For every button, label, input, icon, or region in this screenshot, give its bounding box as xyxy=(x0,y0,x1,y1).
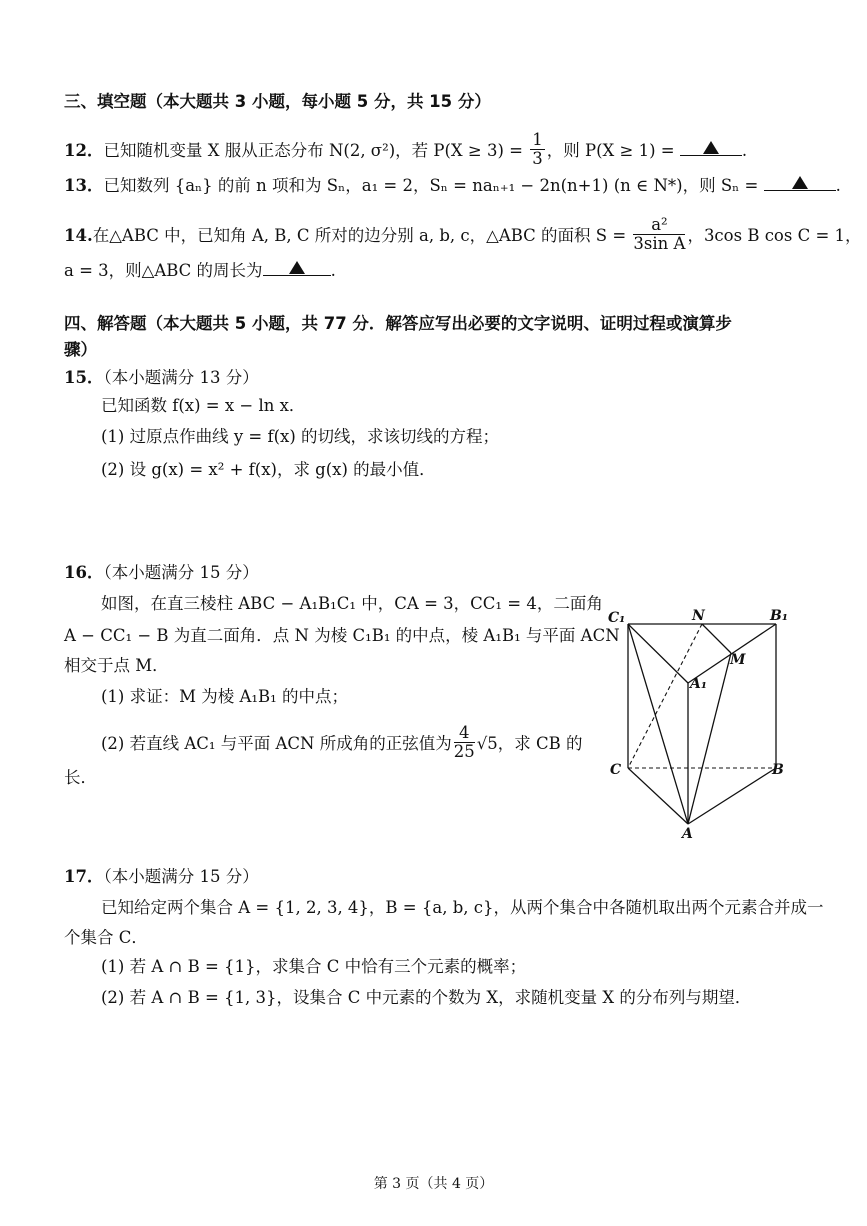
label-a1: A₁ xyxy=(690,676,707,692)
triangle-icon xyxy=(792,176,808,189)
score-note: （本小题满分 13 分） xyxy=(103,368,259,387)
label-b1: B₁ xyxy=(770,608,788,624)
fraction xyxy=(454,724,475,761)
label-b: B xyxy=(772,762,784,778)
fraction-numerator: 4 xyxy=(454,724,475,743)
question-number: 14. xyxy=(64,226,93,245)
question-16-header xyxy=(64,563,259,583)
question-number: 15． xyxy=(64,368,104,387)
score-note: （本小题满分 15 分） xyxy=(103,867,259,886)
edge-ab xyxy=(688,768,776,824)
label-c: C xyxy=(610,762,622,778)
triangle-icon xyxy=(703,141,719,154)
prism-figure xyxy=(606,602,796,842)
question-number: 16． xyxy=(64,563,104,582)
question-number: 12． xyxy=(64,141,104,160)
period: . xyxy=(330,261,336,280)
segment-nm xyxy=(702,624,731,653)
question-16-line3: 相交于点 M． xyxy=(64,656,169,675)
label-m: M xyxy=(730,652,746,668)
fraction xyxy=(530,131,545,168)
question-number: 13． xyxy=(64,176,104,195)
question-17-header xyxy=(64,867,259,887)
question-12 xyxy=(64,130,748,170)
question-17-line2: 个集合 C． xyxy=(64,928,148,947)
question-text: (2) 若直线 AC₁ 与平面 ACN 所成角的正弦值为 xyxy=(101,734,452,753)
question-text: ，3cos B cos C = 1， xyxy=(687,226,862,245)
period: . xyxy=(741,141,748,160)
question-text: 已知数列 {aₙ} 的前 n 项和为 Sₙ，a₁ = 2，Sₙ = naₙ₊₁ − 2n(n+1) (n ∈ N*)，则 Sₙ = xyxy=(103,176,764,195)
question-text: 在△ABC 中，已知角 A, B, C 所对的边分别 a, b, c，△ABC 的面积 S = xyxy=(92,226,632,245)
fraction xyxy=(633,216,685,253)
fraction-denominator: 25 xyxy=(453,742,475,761)
fraction-numerator: a² xyxy=(633,216,685,235)
question-text: a = 3，则△ABC 的周长为 xyxy=(64,261,263,280)
answer-blank xyxy=(764,176,836,191)
question-17-line1: 已知给定两个集合 A = {1, 2, 3, 4}，B = {a, b, c}，从两个集合中各随机取出两个元素合并成一 xyxy=(101,898,824,917)
question-14-line2 xyxy=(64,261,336,281)
question-text: ，则 P(X ≥ 1) = xyxy=(546,141,680,160)
fraction-numerator: 1 xyxy=(532,130,543,149)
section3-heading: 三、填空题（本大题共 3 小题，每小题 5 分，共 15 分） xyxy=(64,92,491,111)
question-15-part2: (2) 设 g(x) = x² + f(x)，求 g(x) 的最小值． xyxy=(101,460,436,479)
question-15-intro: 已知函数 f(x) = x − ln x． xyxy=(101,396,306,415)
question-16-line2: A − CC₁ − B 为直二面角．点 N 为棱 C₁B₁ 的中点，棱 A₁B₁ 与平面 ACN xyxy=(64,626,620,645)
question-16-part1: (1) 求证：M 为棱 A₁B₁ 的中点； xyxy=(101,687,349,706)
answer-blank xyxy=(680,141,742,156)
question-16-part2 xyxy=(101,723,583,763)
fraction-denominator: 3 xyxy=(532,149,543,168)
question-14-line1 xyxy=(64,215,862,255)
label-n: N xyxy=(692,608,705,624)
question-17-part2: (2) 若 A ∩ B = {1, 3}，设集合 C 中元素的个数为 X，求随机变量 X 的分布列与期望． xyxy=(101,988,752,1007)
triangle-icon xyxy=(289,261,305,274)
section4-heading-line1: 四、解答题（本大题共 5 小题，共 77 分．解答应写出必要的文字说明、证明过程或演算步 xyxy=(64,314,732,333)
question-number: 17． xyxy=(64,867,104,886)
section4-heading-line2: 骤） xyxy=(64,340,97,359)
question-16-line1: 如图，在直三棱柱 ABC − A₁B₁C₁ 中，CA = 3，CC₁ = 4，二面角 xyxy=(101,594,603,613)
question-13 xyxy=(64,176,841,196)
label-c1: C₁ xyxy=(608,610,626,626)
question-16-part2-end: 长． xyxy=(64,768,97,787)
score-note: （本小题满分 15 分） xyxy=(103,563,259,582)
fraction-denominator: 3sin A xyxy=(633,234,686,253)
answer-blank xyxy=(263,261,331,276)
question-text: 已知随机变量 X 服从正态分布 N(2, σ²)，若 P(X ≥ 3) = xyxy=(103,141,529,160)
question-15-header xyxy=(64,368,259,388)
period: . xyxy=(835,176,841,195)
question-15-part1: (1) 过原点作曲线 y = f(x) 的切线，求该切线的方程； xyxy=(101,427,500,446)
label-a: A xyxy=(682,826,693,842)
question-17-part1: (1) 若 A ∩ B = {1}，求集合 C 中恰有三个元素的概率； xyxy=(101,957,527,976)
page-footer: 第 3 页（共 4 页） xyxy=(373,1176,494,1192)
question-text: √5，求 CB 的 xyxy=(476,734,583,753)
